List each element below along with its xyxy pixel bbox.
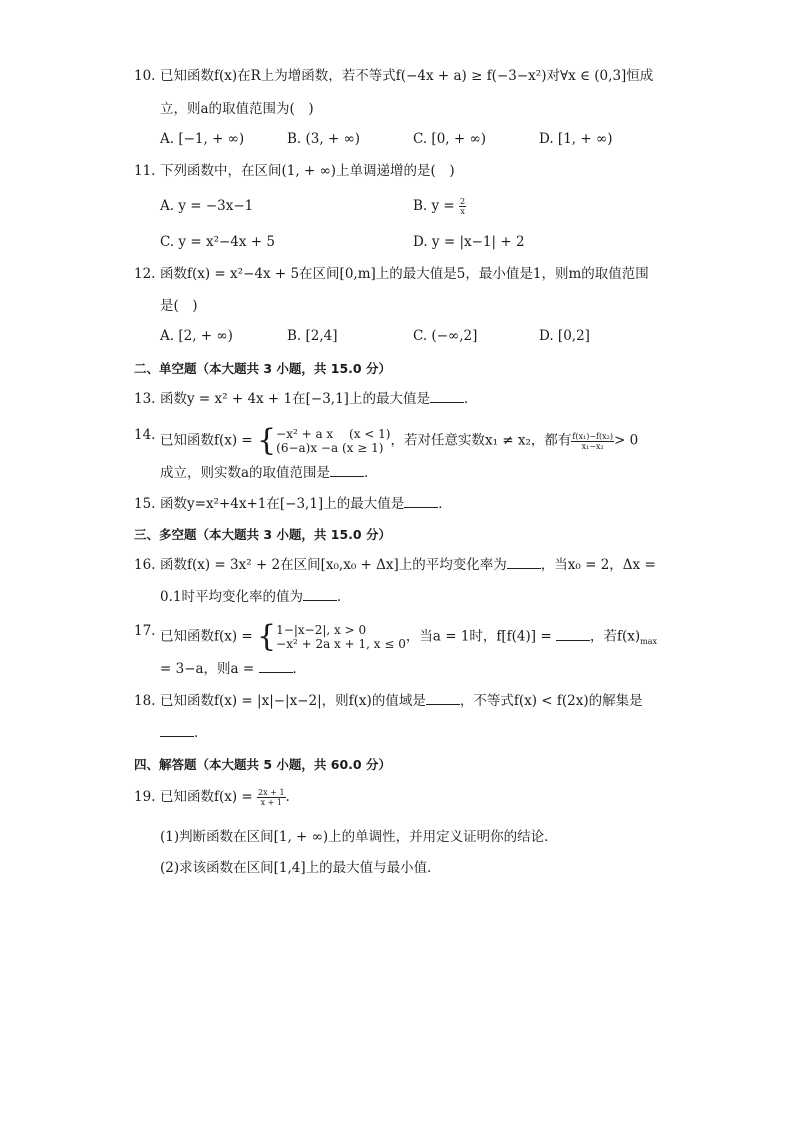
- piece-1: −x² + a x (x < 1): [276, 427, 391, 441]
- question-prefix: 已知函数f(x) =: [160, 432, 258, 449]
- period: ．: [292, 661, 306, 677]
- question-text: [160, 788, 290, 807]
- question-text: 已知函数f(x)在R上为增函数，若不等式f(−4x + a) ≥ f(−3−x²)对∀x ∈ (0,3]恒成: [160, 68, 654, 84]
- answer-blank[interactable]: [404, 495, 438, 508]
- answer-blank[interactable]: [426, 692, 460, 705]
- fraction-denominator: x + 1: [260, 798, 282, 807]
- option-c[interactable]: C. (−∞,2]: [413, 328, 478, 344]
- question-number: 10.: [134, 68, 156, 84]
- question-body: 成立，则实数a的取值范围是: [160, 465, 331, 481]
- subscript-max: max: [640, 637, 657, 647]
- question-body: 函数y = x² + 4x + 1在[−3,1]上的最大值是: [160, 391, 430, 407]
- answer-blank[interactable]: [303, 588, 337, 601]
- question-suffix: .: [285, 789, 290, 805]
- period: ．: [438, 496, 452, 512]
- option-d[interactable]: D. [1, + ∞): [539, 131, 613, 147]
- section-heading-multi-blank: 三、多空题（本大题共 3 小题，共 15.0 分）: [134, 527, 391, 542]
- option-b-label: B. y =: [413, 198, 460, 214]
- question-middle: ，当a = 1时，f[f(4)] =: [405, 628, 556, 645]
- fraction-numerator: 2: [460, 197, 466, 206]
- brace: {: [257, 619, 277, 654]
- fraction-numerator: f(x₁)−f(x₂): [572, 431, 613, 441]
- piece-2: (6−a)x −a (x ≥ 1): [276, 441, 384, 455]
- question-text: 下列函数中，在区间(1, + ∞)上单调递增的是( ): [160, 163, 455, 179]
- question-prefix: 已知函数f(x) =: [160, 628, 258, 645]
- option-b[interactable]: B. (3, + ∞): [287, 131, 361, 147]
- question-body-2: ，不等式f(x) < f(2x)的解集是: [459, 693, 643, 709]
- question-text: [160, 464, 378, 482]
- option-c[interactable]: C. [0, + ∞): [413, 131, 486, 147]
- option-a[interactable]: A. y = −3x−1: [160, 198, 254, 214]
- question-body: 函数y=x²+4x+1在[−3,1]上的最大值是: [160, 496, 405, 512]
- question-text: [160, 556, 656, 574]
- fraction-denominator: x: [460, 207, 465, 216]
- section-heading-single-blank: 二、单空题（本大题共 3 小题，共 15.0 分）: [134, 361, 391, 376]
- option-c[interactable]: C. y = x²−4x + 5: [160, 234, 275, 250]
- option-b[interactable]: B. [2,4]: [287, 328, 338, 344]
- question-body-2: ，当x₀ = 2，Δx =: [540, 557, 656, 573]
- answer-blank[interactable]: [556, 628, 590, 641]
- fraction-denominator: x₁−x₂: [581, 441, 604, 451]
- piece-1: 1−|x−2|, x > 0: [276, 623, 367, 637]
- answer-blank[interactable]: [330, 464, 364, 477]
- question-text: [160, 660, 306, 678]
- question-body: 0.1时平均变化率的值为: [160, 589, 303, 605]
- question-middle: ，若对任意实数x₁ ≠ x₂，都有: [390, 432, 572, 449]
- option-b[interactable]: [413, 197, 466, 216]
- answer-blank[interactable]: [507, 556, 541, 569]
- question-text: [160, 619, 657, 654]
- answer-blank[interactable]: [160, 724, 194, 737]
- question-text: [160, 423, 639, 458]
- section-heading-solutions: 四、解答题（本大题共 5 小题，共 60.0 分）: [134, 757, 391, 772]
- option-d[interactable]: D. y = |x−1| + 2: [413, 234, 525, 250]
- question-text: 函数f(x) = x²−4x + 5在区间[0,m]上的最大值是5，最小值是1，则m的取值范围: [160, 266, 649, 282]
- question-number: 11.: [134, 163, 156, 179]
- fraction: [571, 432, 614, 451]
- question-body: = 3−a，则a =: [160, 661, 259, 677]
- period: ．: [463, 391, 478, 407]
- question-middle-2: ，若f(x): [589, 628, 641, 645]
- sub-question: (1)判断函数在区间[1, + ∞)上的单调性，并用定义证明你的结论．: [160, 829, 558, 845]
- option-d[interactable]: D. [0,2]: [539, 328, 590, 344]
- period: ．: [336, 589, 351, 605]
- question-prefix: 已知函数f(x) =: [160, 789, 258, 805]
- question-number: 14.: [134, 427, 156, 443]
- option-a[interactable]: A. [2, + ∞): [160, 328, 233, 344]
- question-text: [160, 588, 350, 606]
- sub-question: (2)求该函数在区间[1,4]上的最大值与最小值．: [160, 860, 441, 876]
- question-text: [160, 390, 477, 408]
- question-text: 是( ): [160, 298, 198, 314]
- period: ．: [364, 465, 378, 481]
- question-text: [160, 692, 643, 710]
- piece-2: −x² + 2a x + 1, x ≤ 0: [276, 637, 406, 651]
- piecewise-function: [276, 427, 390, 455]
- period: ．: [194, 725, 208, 741]
- answer-blank[interactable]: [430, 390, 464, 403]
- piecewise-function: [276, 623, 406, 651]
- option-a[interactable]: A. [−1, + ∞): [160, 131, 245, 147]
- question-number: 19.: [134, 789, 156, 805]
- question-number: 13.: [134, 391, 156, 407]
- question-text: [160, 724, 208, 742]
- question-number: 12.: [134, 266, 156, 282]
- question-number: 18.: [134, 693, 156, 709]
- question-number: 15.: [134, 496, 156, 512]
- brace: {: [257, 423, 277, 458]
- question-body: 函数f(x) = 3x² + 2在区间[x₀,x₀ + Δx]上的平均变化率为: [160, 557, 507, 573]
- question-body: 已知函数f(x) = |x|−|x−2|，则f(x)的值域是: [160, 693, 426, 709]
- question-number: 16.: [134, 557, 156, 573]
- answer-blank[interactable]: [259, 660, 293, 673]
- question-number: 17.: [134, 623, 156, 639]
- fraction-numerator: 2x + 1: [258, 788, 285, 797]
- fraction: [257, 788, 285, 807]
- question-suffix: > 0: [613, 432, 639, 449]
- fraction: [459, 197, 466, 216]
- question-text: 立，则a的取值范围为( ): [160, 101, 314, 117]
- question-text: [160, 495, 452, 513]
